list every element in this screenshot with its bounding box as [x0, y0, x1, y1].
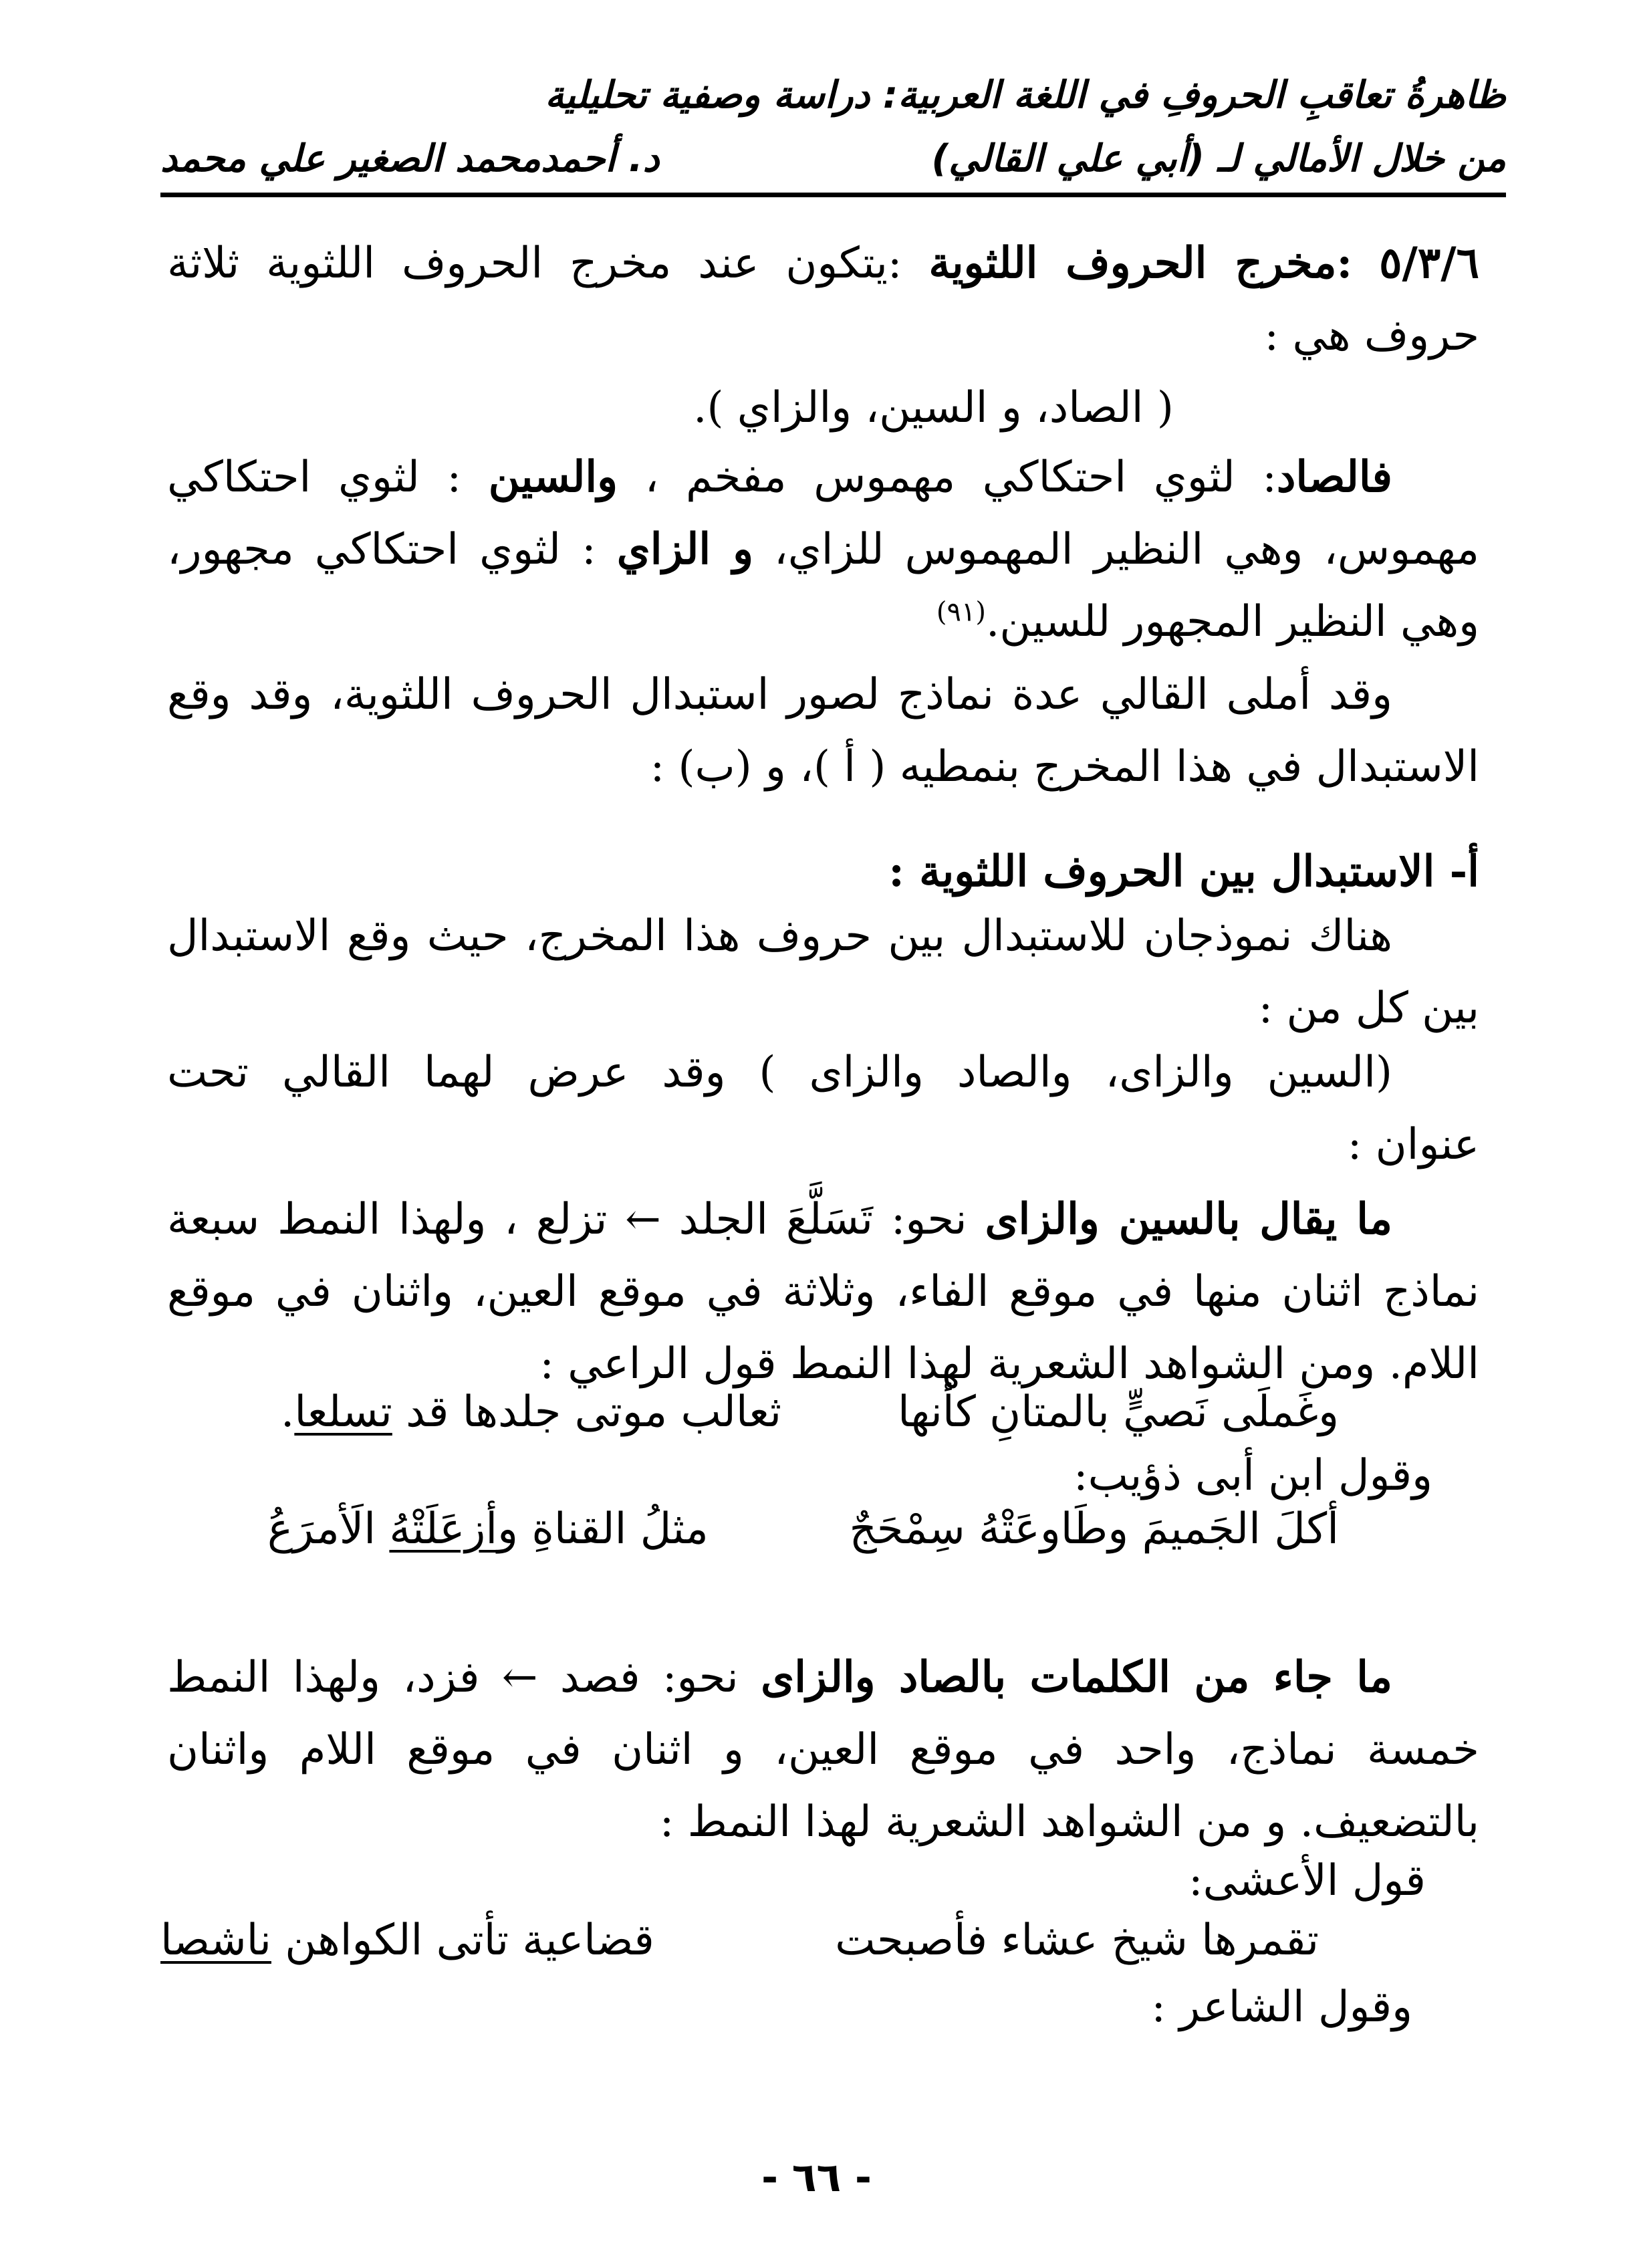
pattern-sin-zay-line-1 [167, 1183, 1479, 1256]
underlined-word: ناشصا [160, 1916, 271, 1965]
desc-text: وهي النظير المجهور للسين. [986, 597, 1479, 647]
verse-3-first-hemistich: تقمرها شيخ عشاء فأصبحت [835, 1916, 1319, 1965]
desc-line-2 [167, 514, 1479, 586]
header-rule [160, 193, 1506, 197]
pattern-sad-zay-line-2: خمسة نماذج، واحد في موقع العين، و اثنان في موقع اللام واثنان [167, 1725, 1479, 1775]
verse-text: قضاعية تأتى الكواهن [271, 1916, 654, 1965]
desc-text: مهموس، وهي النظير المهموس للزاي، [753, 525, 1480, 574]
page-number: - ٦٦ - [761, 2154, 872, 2201]
pattern-text: نحو: تَسَلَّعَ الجلد ← تزلع ، ولهذا النمط سبعة [167, 1195, 985, 1244]
verse-2-first-hemistich: أكلَ الجَميمَ وطَاوعَتْهُ سِمْحَجٌ [849, 1504, 1339, 1554]
section-heading-block [167, 227, 1479, 444]
desc-line-3 [167, 586, 1479, 658]
pattern-sad-zay-title: ما جاء من الكلمات بالصاد والزاى [761, 1652, 1393, 1702]
dictation-line-2: الاستبدال في هذا المخرج بنمطيه ( أ )، و (ب) : [650, 742, 1479, 792]
verse-text: الَأمرَعُ [267, 1504, 390, 1554]
pattern-sin-zay-line-3: اللام. ومن الشواهد الشعرية لهذا النمط قول الراعي : [539, 1339, 1479, 1389]
quote-intro-asha: قول الأعشى: [1188, 1856, 1426, 1906]
pattern-sin-zay [167, 1183, 1479, 1400]
subsection-a-title: أ- الاستبدال بين الحروف اللثوية : [888, 846, 1479, 897]
paragraph-dictation [167, 659, 1479, 803]
verse-1-first-hemistich: وغَملَى نَصيٍّ بالمتانِ كأنها [898, 1387, 1339, 1437]
header-author: د. أحمدمحمد الصغير علي محمد [160, 137, 660, 181]
paragraph-descriptions [167, 441, 1479, 658]
desc-line-1 [167, 441, 1479, 514]
footnote-ref: (٩١) [936, 596, 987, 628]
dictation-line-1: وقد أملى القالي عدة نماذج لصور استبدال الحروف اللثوية، وقد وقع [167, 670, 1392, 719]
term-sad: فالصاد [1276, 452, 1393, 502]
pattern-text: نحو: فصد ← فزد، ولهذا النمط [167, 1653, 761, 1702]
desc-text: : لثوي احتكاكي [167, 453, 489, 502]
letters-list: ( الصاد، و السين، والزاي ). [693, 383, 1174, 433]
section-intro: :يتكون عند مخرج الحروف اللثوية ثلاثة [167, 239, 902, 288]
verse-3-second-hemistich [160, 1916, 654, 1965]
quote-intro-poet: وقول الشاعر : [1151, 1982, 1412, 2032]
pattern-sad-zay-line-1 [167, 1641, 1479, 1714]
verse-1-second-hemistich [281, 1387, 781, 1437]
subsection-a-line-3: (السين والزاى، والصاد والزاى ) وقد عرض لهما القالي تحت [167, 1048, 1392, 1097]
desc-text: : لثوي احتكاكي مهموس مفخم ، [618, 453, 1277, 502]
section-title: :مخرج الحروف اللثوية [928, 238, 1353, 288]
desc-text: : لثوي احتكاكي مجهور، [167, 525, 617, 574]
term-sin: والسين [488, 452, 618, 502]
header-subtitle-row [160, 137, 1506, 181]
subsection-a-cont [167, 1036, 1479, 1181]
subsection-a-line-4: عنوان : [1347, 1120, 1479, 1169]
underlined-word: تسلعا [294, 1387, 392, 1437]
subsection-a-line-1: هناك نموذجان للاستبدال بين حروف هذا المخرج، حيث وقع الاستبدال [167, 911, 1393, 961]
pattern-sad-zay [167, 1641, 1479, 1917]
pattern-sin-zay-title: ما يقال بالسين والزاى [985, 1194, 1393, 1244]
section-intro-line2: حروف هي : [1264, 311, 1479, 360]
term-zay: و الزاي [616, 524, 754, 574]
header-source: من خلال الأمالي لـ (أبي علي القالي) [931, 137, 1506, 181]
verse-2-second-hemistich [267, 1504, 709, 1554]
pattern-sad-zay-line-3: بالتضعيف. و من الشواهد الشعرية لهذا النمط : [659, 1797, 1479, 1847]
header-title: ظاهرةُ تعاقبِ الحروفِ في اللغة العربية: دراسة وصفية تحليلية [545, 74, 1506, 117]
verse-text: . [281, 1387, 295, 1437]
quote-intro-abu-dhuayb: وقول ابن أبى ذؤيب: [1074, 1451, 1432, 1500]
verse-text: ثعالب موتى جلدها قد [392, 1387, 781, 1437]
underlined-word: أزعَلَتْهُ [389, 1504, 498, 1554]
section-heading-line [167, 227, 1479, 300]
subsection-a-line-2: بين كل من : [1258, 984, 1479, 1033]
subsection-a [167, 836, 1479, 1044]
verse-text: مثلُ القناةِ و [497, 1504, 709, 1554]
section-number: ٥/٣/٦ [1379, 238, 1480, 288]
pattern-sin-zay-line-2: نماذج اثنان منها في موقع الفاء، وثلاثة في موقع العين، واثنان في موقع [167, 1267, 1479, 1317]
